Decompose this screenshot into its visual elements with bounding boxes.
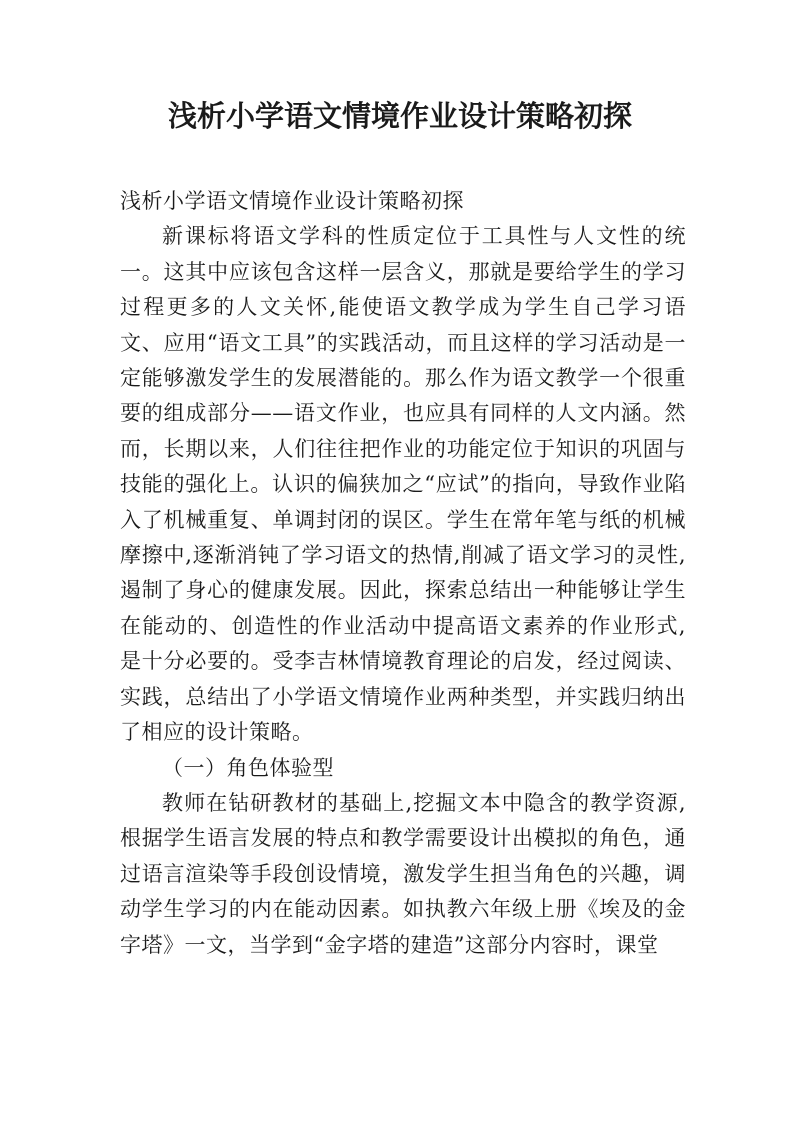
paragraph-role-experience: 教师在钻研教材的基础上,挖掘文本中隐含的教学资源,根据学生语言发展的特点和教学需要设计出模拟的角色，通过语言渲染等手段创设情境，激发学生担当角色的兴趣，调动学生学习的内在能动因素。如执教六年级上册《埃及的金字塔》一文，当学到“金字塔的建造”这部分内容时，课堂 xyxy=(120,790,686,957)
section-heading-role-experience: （一）角色体验型 xyxy=(162,755,334,780)
document-body xyxy=(120,184,686,963)
paragraph-intro: 新课标将语文学科的性质定位于工具性与人文性的统一。这其中应该包含这样一层含义，那就是要给学生的学习过程更多的人文关怀,能使语文教学成为学生自己学习语文、应用“语文工具”的实践活动，而且这样的学习活动是一定能够激发学生的发展潜能的。那么作为语文教学一个很重要的组成部分——语文作业，也应具有同样的人文内涵。然而，长期以来，人们往往把作业的功能定位于知识的巩固与技能的强化上。认识的偏狭加之“应试”的指向，导致作业陷入了机械重复、单调封闭的误区。学生在常年笔与纸的机械摩擦中,逐渐消钝了学习语文的热情,削减了语文学习的灵性,遏制了身心的健康发展。因此，探索总结出一种能够让学生在能动的、创造性的作业活动中提高语文素养的作业形式,是十分必要的。受李吉林情境教育理论的启发，经过阅读、实践，总结出了小学语文情境作业两种类型，并实践归纳出了相应的设计策略。 xyxy=(120,224,686,745)
document-subtitle: 浅析小学语文情境作业设计策略初探 xyxy=(120,189,464,213)
document-title: 浅析小学语文情境作业设计策略初探 xyxy=(167,99,632,133)
